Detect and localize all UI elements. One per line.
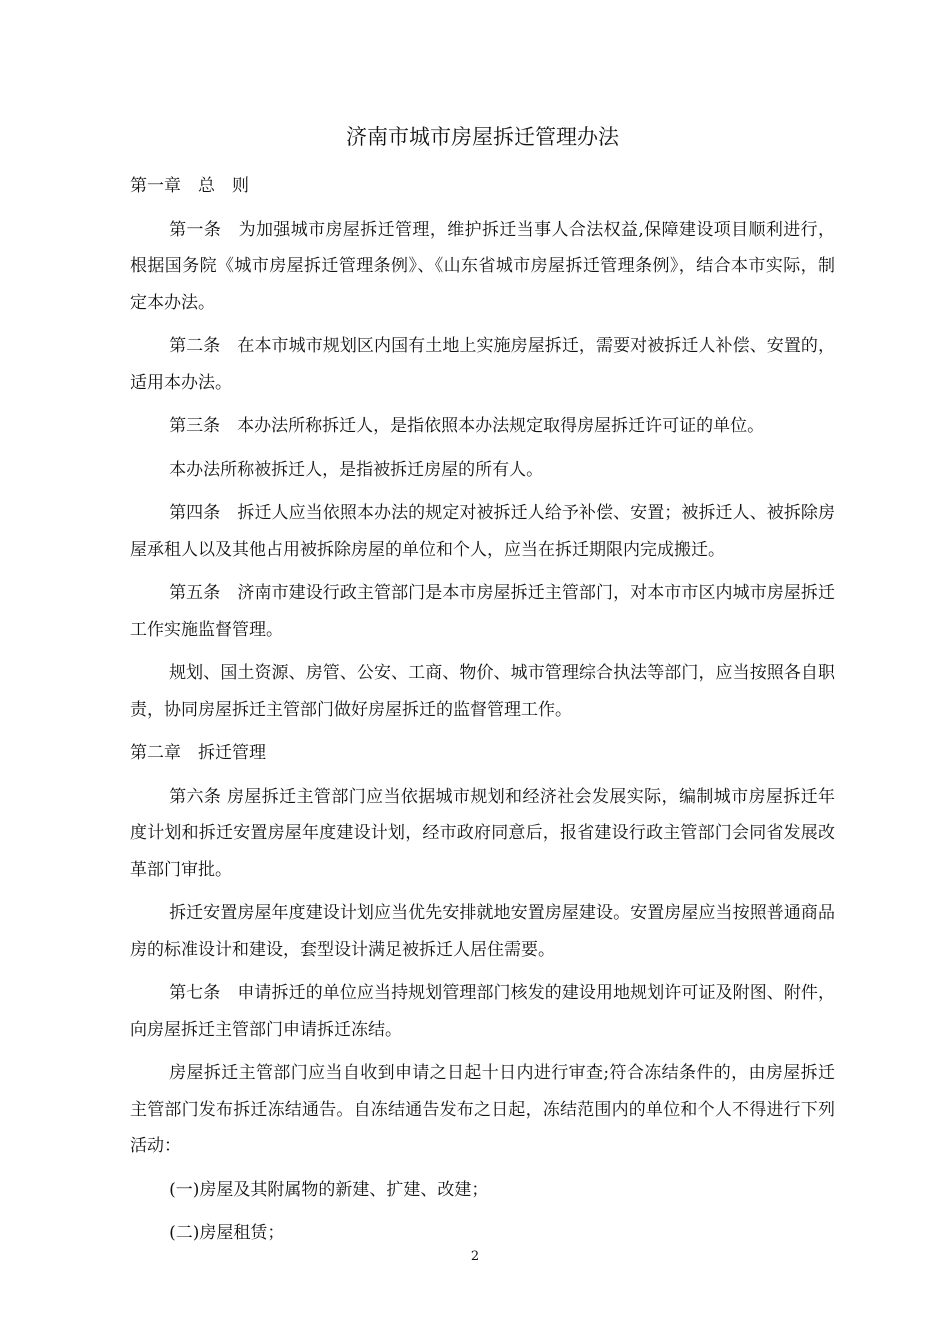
article-paragraph: 第六条 房屋拆迁主管部门应当依据城市规划和经济社会发展实际，编制城市房屋拆迁年度计划和拆迁安置房屋年度建设计划，经市政府同意后，报省建设行政主管部门会同省发展改革部门审批。 [130,786,835,880]
article-paragraph: 房屋拆迁主管部门应当自收到申请之日起十日内进行审查;符合冻结条件的，由房屋拆迁主管部门发布拆迁冻结通告。自冻结通告发布之日起，冻结范围内的单位和个人不得进行下列活动： [130,1063,835,1156]
article-paragraph: 本办法所称被拆迁人，是指被拆迁房屋的所有人。 [169,459,544,480]
document-title: 济南市城市房屋拆迁管理办法 [346,125,619,149]
list-item: (一)房屋及其附属物的新建、扩建、改建； [169,1179,489,1200]
article-paragraph: 第四条 拆迁人应当依照本办法的规定对被拆迁人给予补偿、安置；被拆迁人、被拆除房屋承租人以及其他占用被拆除房屋的单位和个人，应当在拆迁期限内完成搬迁。 [130,503,835,560]
document-body [130,168,835,1259]
article-paragraph: 拆迁安置房屋年度建设计划应当优先安排就地安置房屋建设。安置房屋应当按照普通商品房的标准设计和建设，套型设计满足被拆迁人居住需要。 [130,903,835,960]
article-paragraph: 第一条 为加强城市房屋拆迁管理，维护拆迁当事人合法权益,保障建设项目顺利进行，根据国务院《城市房屋拆迁管理条例》、《山东省城市房屋拆迁管理条例》，结合本市实际，制定本办法。 [130,219,835,313]
article-paragraph: 第三条 本办法所称拆迁人，是指依照本办法规定取得房屋拆迁许可证的单位。 [169,416,765,436]
chapter-heading: 第一章 总 则 [130,176,249,196]
article-paragraph: 规划、国土资源、房管、公安、工商、物价、城市管理综合执法等部门，应当按照各自职责，协同房屋拆迁主管部门做好房屋拆迁的监督管理工作。 [130,663,835,720]
page-number: 2 [470,1249,480,1264]
chapter-heading: 第二章 拆迁管理 [130,743,266,763]
article-paragraph: 第五条 济南市建设行政主管部门是本市房屋拆迁主管部门，对本市市区内城市房屋拆迁工作实施监督管理。 [130,583,835,640]
list-item: (二)房屋租赁； [169,1223,285,1243]
article-paragraph: 第七条 申请拆迁的单位应当持规划管理部门核发的建设用地规划许可证及附图、附件，向房屋拆迁主管部门申请拆迁冻结。 [130,983,835,1040]
article-paragraph: 第二条 在本市城市规划区内国有土地上实施房屋拆迁，需要对被拆迁人补偿、安置的，适用本办法。 [130,336,835,393]
